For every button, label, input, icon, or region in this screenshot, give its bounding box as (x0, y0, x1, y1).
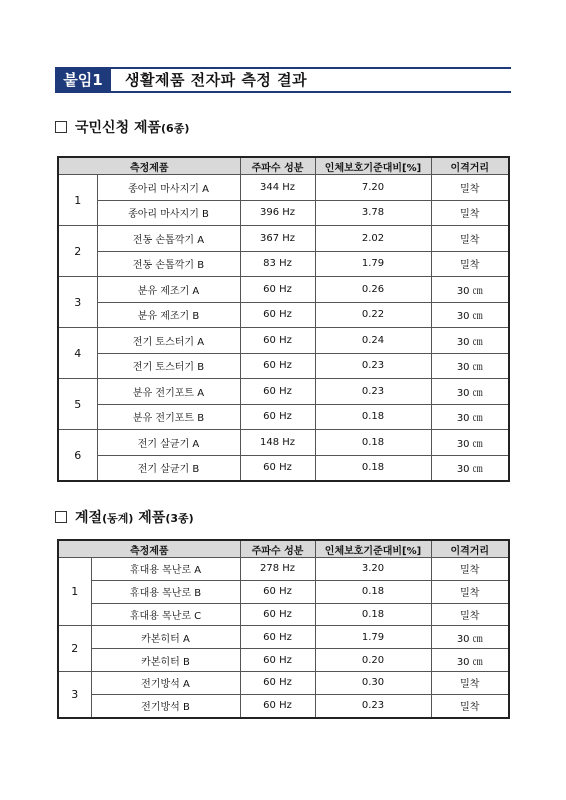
ratio-value: 3.20 (315, 558, 431, 581)
distance-value: 30 ㎝ (431, 455, 509, 481)
frequency-value: 60 Hz (240, 626, 315, 649)
section-1-count: (6종) (161, 122, 190, 135)
group-number: 2 (58, 626, 91, 672)
frequency-value: 60 Hz (240, 455, 315, 481)
ratio-value: 0.26 (315, 277, 431, 303)
frequency-value: 60 Hz (240, 671, 315, 694)
frequency-value: 278 Hz (240, 558, 315, 581)
section-2-count: (3종) (165, 512, 194, 525)
col-header-ratio: 인체보호기준대비[%] (315, 157, 431, 175)
frequency-value: 60 Hz (240, 404, 315, 430)
attachment-badge: 붙임1 (55, 67, 111, 93)
results-table-2 (57, 539, 510, 719)
table-header-row (58, 540, 509, 558)
frequency-value: 60 Hz (240, 694, 315, 717)
ratio-value: 0.18 (315, 455, 431, 481)
table-row (58, 175, 509, 201)
col-header-distance: 이격거리 (431, 540, 509, 558)
frequency-value: 60 Hz (240, 302, 315, 328)
table-header-row (58, 157, 509, 175)
group-number: 3 (58, 671, 91, 717)
product-name: 카본히터 A (91, 626, 240, 649)
frequency-value: 60 Hz (240, 353, 315, 379)
frequency-value: 396 Hz (240, 200, 315, 226)
frequency-value: 344 Hz (240, 175, 315, 201)
table-row (58, 455, 509, 481)
product-name: 전기방석 B (91, 694, 240, 717)
table-row (58, 580, 509, 603)
ratio-value: 0.20 (315, 649, 431, 672)
ratio-value: 7.20 (315, 175, 431, 201)
distance-value: 밀착 (431, 251, 509, 277)
distance-value: 30 ㎝ (431, 328, 509, 354)
checkbox-square-icon (55, 121, 67, 133)
table-row (58, 302, 509, 328)
table-row (58, 353, 509, 379)
frequency-value: 60 Hz (240, 649, 315, 672)
col-header-product: 측정제품 (58, 157, 240, 175)
table-body-2 (58, 558, 509, 718)
table-row (58, 430, 509, 456)
table-row (58, 226, 509, 252)
checkbox-square-icon (55, 511, 67, 523)
table-row (58, 404, 509, 430)
distance-value: 밀착 (431, 694, 509, 717)
ratio-value: 0.24 (315, 328, 431, 354)
table-row (58, 603, 509, 626)
ratio-value: 1.79 (315, 626, 431, 649)
product-name: 분유 전기포트 B (97, 404, 240, 430)
distance-value: 30 ㎝ (431, 649, 509, 672)
section-2-title: 계절 (75, 510, 103, 526)
distance-value: 밀착 (431, 580, 509, 603)
col-header-distance: 이격거리 (431, 157, 509, 175)
section-1-title: 국민신청 제품 (75, 120, 162, 136)
frequency-value: 60 Hz (240, 379, 315, 405)
product-name: 휴대용 목난로 C (91, 603, 240, 626)
title-bar (55, 67, 511, 93)
ratio-value: 0.18 (315, 404, 431, 430)
distance-value: 밀착 (431, 226, 509, 252)
product-name: 전동 손톱깍기 B (97, 251, 240, 277)
distance-value: 밀착 (431, 175, 509, 201)
distance-value: 30 ㎝ (431, 404, 509, 430)
distance-value: 밀착 (431, 671, 509, 694)
col-header-frequency: 주파수 성분 (240, 540, 315, 558)
distance-value: 30 ㎝ (431, 430, 509, 456)
product-name: 전기방석 A (91, 671, 240, 694)
table-row (58, 200, 509, 226)
ratio-value: 2.02 (315, 226, 431, 252)
distance-value: 밀착 (431, 558, 509, 581)
table-row (58, 328, 509, 354)
distance-value: 30 ㎝ (431, 353, 509, 379)
col-header-product: 측정제품 (58, 540, 240, 558)
section-heading-2 (55, 507, 194, 527)
product-name: 분유 전기포트 A (97, 379, 240, 405)
product-name: 전동 손톱깍기 A (97, 226, 240, 252)
ratio-value: 0.23 (315, 694, 431, 717)
results-table-1 (57, 156, 510, 482)
section-2-season: (동계) (102, 512, 134, 525)
frequency-value: 83 Hz (240, 251, 315, 277)
product-name: 카본히터 B (91, 649, 240, 672)
table-row (58, 649, 509, 672)
page-title: 생활제품 전자파 측정 결과 (125, 71, 308, 89)
ratio-value: 0.23 (315, 353, 431, 379)
col-header-ratio: 인체보호기준대비[%] (315, 540, 431, 558)
product-name: 종아리 마사지기 B (97, 200, 240, 226)
group-number: 4 (58, 328, 97, 379)
ratio-value: 0.30 (315, 671, 431, 694)
product-name: 분유 제조기 A (97, 277, 240, 303)
ratio-value: 0.22 (315, 302, 431, 328)
ratio-value: 1.79 (315, 251, 431, 277)
ratio-value: 0.18 (315, 603, 431, 626)
col-header-frequency: 주파수 성분 (240, 157, 315, 175)
section-heading-1 (55, 117, 189, 137)
frequency-value: 148 Hz (240, 430, 315, 456)
table-row (58, 558, 509, 581)
group-number: 2 (58, 226, 97, 277)
distance-value: 30 ㎝ (431, 626, 509, 649)
distance-value: 30 ㎝ (431, 302, 509, 328)
frequency-value: 60 Hz (240, 603, 315, 626)
distance-value: 밀착 (431, 200, 509, 226)
ratio-value: 3.78 (315, 200, 431, 226)
group-number: 1 (58, 175, 97, 226)
table-row (58, 694, 509, 717)
group-number: 5 (58, 379, 97, 430)
group-number: 3 (58, 277, 97, 328)
frequency-value: 60 Hz (240, 277, 315, 303)
group-number: 6 (58, 430, 97, 482)
ratio-value: 0.18 (315, 580, 431, 603)
table-row (58, 251, 509, 277)
table-row (58, 277, 509, 303)
table-row (58, 626, 509, 649)
frequency-value: 367 Hz (240, 226, 315, 252)
section-2-title-suffix: 제품 (133, 510, 166, 526)
product-name: 분유 제조기 B (97, 302, 240, 328)
product-name: 휴대용 목난로 A (91, 558, 240, 581)
product-name: 전기 토스터기 A (97, 328, 240, 354)
frequency-value: 60 Hz (240, 328, 315, 354)
table-row (58, 671, 509, 694)
distance-value: 밀착 (431, 603, 509, 626)
product-name: 종아리 마사지기 A (97, 175, 240, 201)
product-name: 전기 토스터기 B (97, 353, 240, 379)
product-name: 전기 살균기 B (97, 455, 240, 481)
frequency-value: 60 Hz (240, 580, 315, 603)
table-body-1 (58, 175, 509, 482)
distance-value: 30 ㎝ (431, 379, 509, 405)
product-name: 전기 살균기 A (97, 430, 240, 456)
table-row (58, 379, 509, 405)
ratio-value: 0.18 (315, 430, 431, 456)
ratio-value: 0.23 (315, 379, 431, 405)
product-name: 휴대용 목난로 B (91, 580, 240, 603)
group-number: 1 (58, 558, 91, 626)
distance-value: 30 ㎝ (431, 277, 509, 303)
